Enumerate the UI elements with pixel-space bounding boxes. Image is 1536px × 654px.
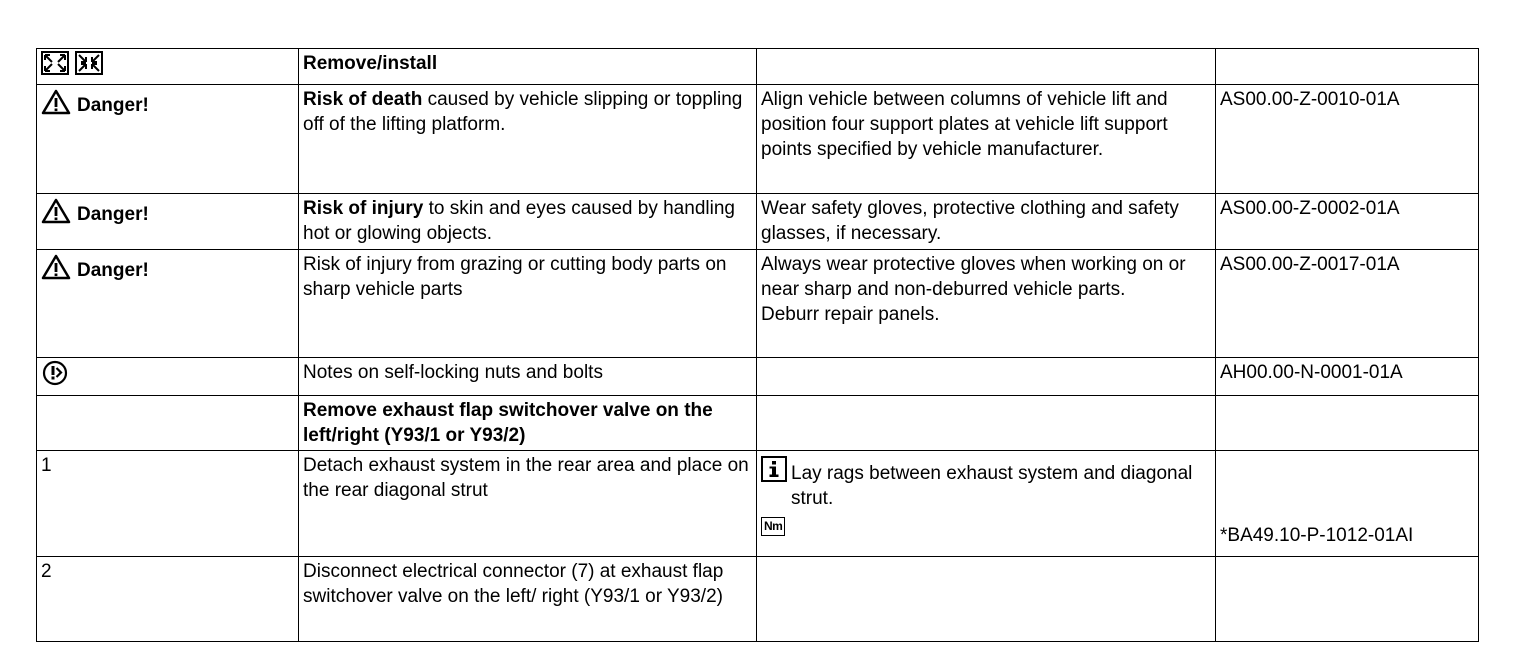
description-cell: Disconnect electrical connector (7) at exhaust flap switchover valve on the left/ right (Y93/1 or Y93/2) <box>299 557 757 642</box>
note-cell <box>37 358 299 396</box>
reference-link[interactable]: AS00.00-Z-0002-01A <box>1216 194 1479 250</box>
description-cell: Detach exhaust system in the rear area and place on the rear diagonal strut <box>299 451 757 557</box>
warning-triangle-icon <box>41 89 71 122</box>
description-cell: Risk of injury from grazing or cutting body parts on sharp vehicle parts <box>299 250 757 358</box>
description-cell <box>299 194 757 250</box>
cell-empty <box>37 396 299 451</box>
table-row <box>37 194 1479 250</box>
risk-title: Risk of death <box>303 89 423 110</box>
cell-icon <box>37 49 299 85</box>
note-icon <box>41 360 69 393</box>
cell-empty <box>757 358 1216 396</box>
table-row <box>37 557 1479 642</box>
danger-cell <box>37 250 299 358</box>
torque-nm-icon[interactable]: Nm <box>761 517 785 536</box>
info-text: Lay rags between exhaust system and diagonal strut. <box>791 463 1193 509</box>
action-cell: Wear safety gloves, protective clothing and safety glasses, if necessary. <box>757 194 1216 250</box>
cell-empty <box>757 557 1216 642</box>
header-title: Remove/install <box>299 49 757 85</box>
action-cell: Align vehicle between columns of vehicle lift and position four support plates at vehicle lift support points specified by vehicle manufacturer. <box>757 85 1216 194</box>
table-row <box>37 49 1479 85</box>
reference-link[interactable]: *BA49.10-P-1012-01AI <box>1220 525 1414 546</box>
section-heading: Remove exhaust flap switchover valve on the left/right (Y93/1 or Y93/2) <box>299 396 757 451</box>
danger-cell <box>37 85 299 194</box>
description-cell: Notes on self-locking nuts and bolts <box>299 358 757 396</box>
danger-cell <box>37 194 299 250</box>
table-row <box>37 85 1479 194</box>
step-number: 2 <box>37 557 299 642</box>
action-cell <box>757 250 1216 358</box>
risk-text: caused by vehicle slipping or toppling off of the lifting platform. <box>303 89 743 135</box>
action-cell <box>757 451 1216 557</box>
description-cell <box>299 85 757 194</box>
risk-text: to skin and eyes caused by handling hot or glowing objects. <box>303 198 735 244</box>
warning-triangle-icon <box>41 198 71 231</box>
danger-label: Danger! <box>77 204 149 225</box>
danger-label: Danger! <box>77 260 149 281</box>
info-icon <box>761 456 787 489</box>
table-row <box>37 358 1479 396</box>
table-row <box>37 396 1479 451</box>
cell-empty <box>757 396 1216 451</box>
work-procedure-table <box>36 48 1479 642</box>
action-text: Deburr repair panels. <box>761 304 940 325</box>
danger-label: Danger! <box>77 95 149 116</box>
table-row <box>37 451 1479 557</box>
reference-link[interactable]: AH00.00-N-0001-01A <box>1216 358 1479 396</box>
cell-empty <box>1216 557 1479 642</box>
cell-empty <box>1216 49 1479 85</box>
step-number: 1 <box>37 451 299 557</box>
table-row <box>37 250 1479 358</box>
reference-cell <box>1216 451 1479 557</box>
remove-install-icon <box>41 51 103 82</box>
cell-empty <box>1216 396 1479 451</box>
reference-link[interactable]: AS00.00-Z-0010-01A <box>1216 85 1479 194</box>
cell-empty <box>757 49 1216 85</box>
risk-title: Risk of injury <box>303 198 424 219</box>
action-text: Always wear protective gloves when working on or near sharp and non-deburred vehicle parts. <box>761 254 1186 300</box>
warning-triangle-icon <box>41 254 71 287</box>
reference-link[interactable]: AS00.00-Z-0017-01A <box>1216 250 1479 358</box>
